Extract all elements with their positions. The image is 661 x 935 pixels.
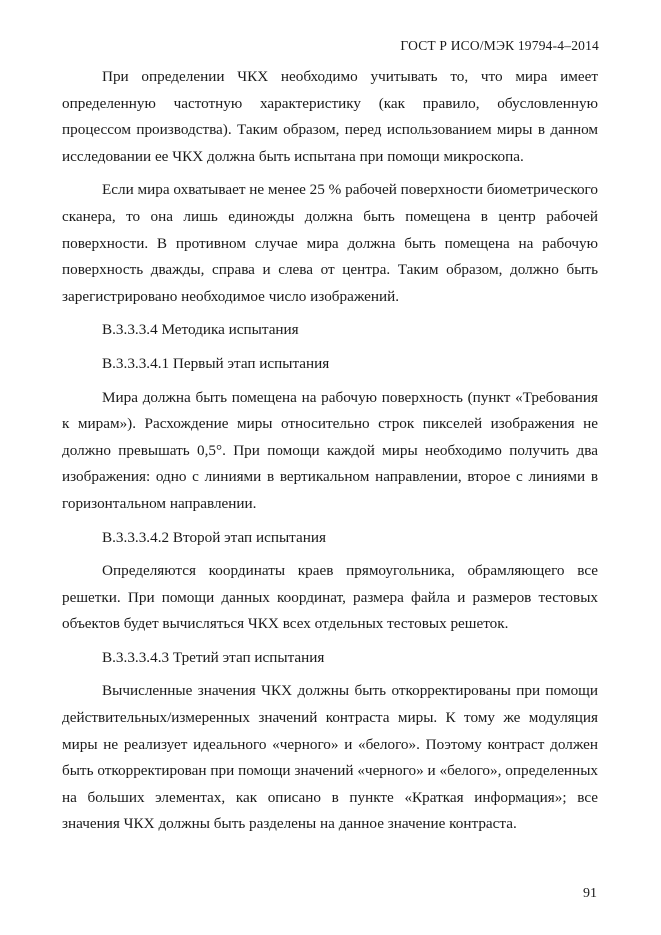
section-heading-stage-3: B.3.3.3.4.3 Третий этап испытания	[102, 648, 325, 666]
page-body	[62, 64, 598, 845]
paragraph-mtf-consideration: При определении ЧКХ необходимо учитывать то, что мира имеет определенную частотную характеристику (как правило, обусловленную процессом производства). Таким образом, перед использованием миры в данном исследовании ее ЧКХ должна быть испытана при помощи микроскопа.	[62, 68, 598, 165]
paragraph-stage-2: Определяются координаты краев прямоугольника, обрамляющего все решетки. При помощи данных координат, размера файла и размеров тестовых объектов будет вычисляться ЧКХ всех отдельных тестовых решеток.	[62, 562, 598, 633]
section-heading-stage-1: B.3.3.3.4.1 Первый этап испытания	[102, 354, 330, 372]
section-heading-stage-2: B.3.3.3.4.2 Второй этап испытания	[102, 528, 326, 546]
section-heading-test-method: B.3.3.3.4 Методика испытания	[102, 321, 299, 339]
page-number: 91	[583, 886, 597, 901]
paragraph-target-placement: Если мира охватывает не менее 25 % рабочей поверхности биометрического сканера, то она лишь единожды должна быть помещена в центр рабочей поверхности. В противном случае мира должна быть помещена на рабочую поверхность дважды, справа и слева от центра. Таким образом, должно быть зарегистрировано необходимое число изображений.	[62, 181, 599, 305]
paragraph-stage-3: Вычисленные значения ЧКХ должны быть откорректированы при помощи действительных/измеренных значений контраста миры. К тому же модуляция миры не реализует идеального «черного» и «белого». Поэтому контраст должен быть откорректирован при помощи значений «черного» и «белого», определенных на больших элементах, как описано в пункте «Краткая информация»; все значения ЧКХ должны быть разделены на данное значение контраста.	[62, 682, 598, 833]
paragraph-stage-1: Мира должна быть помещена на рабочую поверхность (пункт «Требования к мирам»). Расхождение миры относительно строк пикселей изображения не должно превышать 0,5°. При помощи каждой миры необходимо получить два изображения: одно с линиями в вертикальном направлении, второе с линиями в горизонтальном направлении.	[62, 388, 598, 512]
document-header: ГОСТ Р ИСО/МЭК 19794-4–2014	[400, 38, 599, 53]
